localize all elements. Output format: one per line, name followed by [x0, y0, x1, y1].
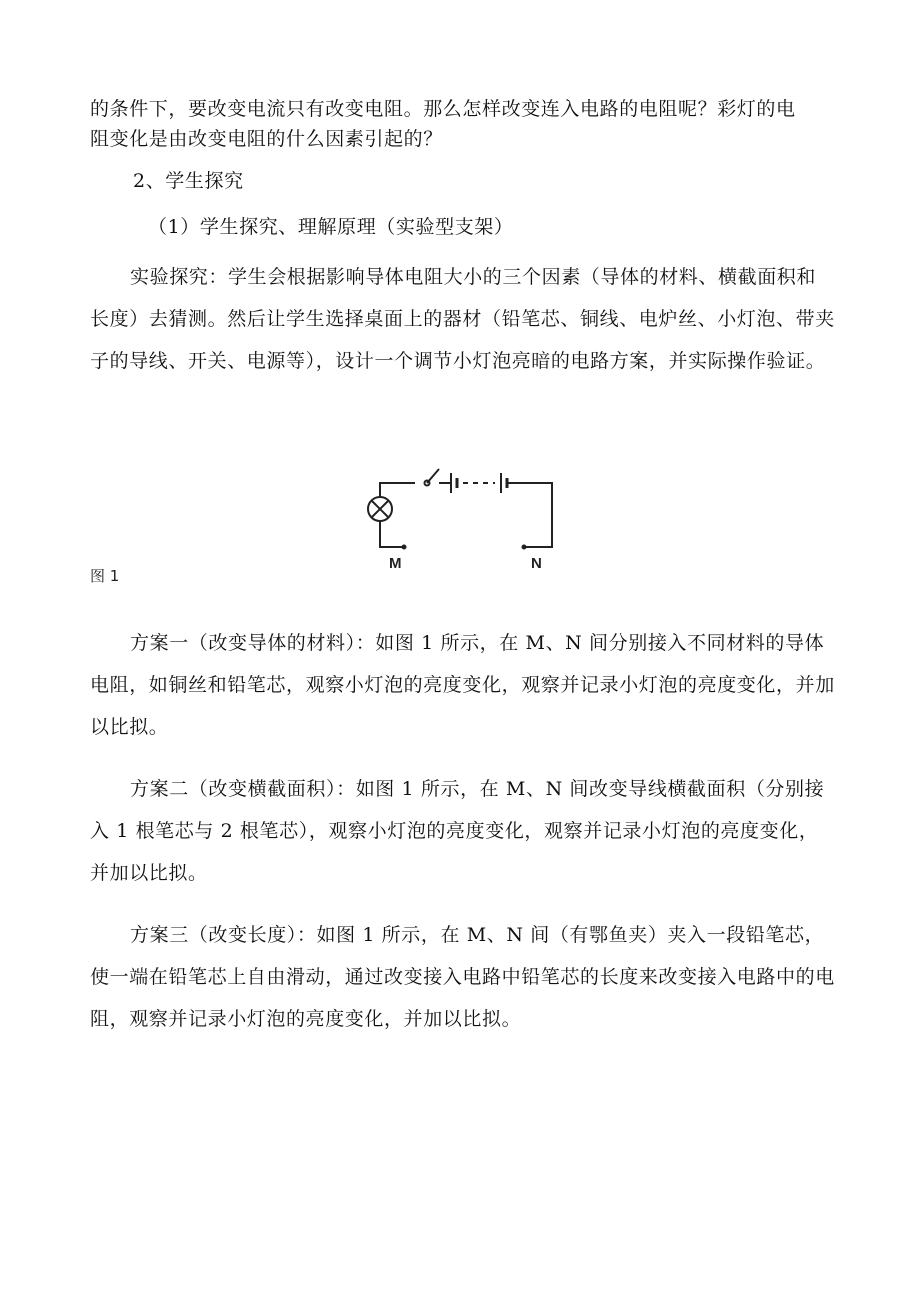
subsection-1-heading: （1）学生探究、理解原理（实验型支架）: [148, 216, 514, 238]
intro-line-2: 阻变化是由改变电阻的什么因素引起的？: [90, 128, 443, 150]
section-2-heading: 2、学生探究: [133, 170, 244, 192]
label-m: M: [389, 555, 402, 572]
switch-blade: [427, 469, 439, 483]
plan-1-paragraph: 方案一（改变导体的材料）：如图 1 所示，在 M、N 间分别接入不同材料的导体电阻，如铜丝和铅笔芯，观察小灯泡的亮度变化，观察并记录小灯泡的亮度变化，并加以比拟。: [90, 632, 835, 738]
terminal-m: [402, 545, 407, 550]
circuit-diagram-svg: [355, 465, 565, 575]
experiment-paragraph: 实验探究：学生会根据影响导体电阻大小的三个因素（导体的材料、横截面积和长度）去猜测。然后让学生选择桌面上的器材（铅笔芯、铜线、电炉丝、小灯泡、带夹子的导线、开关、电源等），设计一个调节小灯泡亮暗的电路方案，并实际操作验证。: [90, 266, 835, 372]
plan-2-paragraph: 方案二（改变横截面积）：如图 1 所示，在 M、N 间改变导线横截面积（分别接入 1 根笔芯与 2 根笔芯），观察小灯泡的亮度变化，观察并记录小灯泡的亮度变化，并加以比拟。: [90, 778, 825, 884]
wire-top-left: [380, 483, 415, 497]
label-n: N: [531, 555, 542, 572]
terminal-n: [522, 545, 527, 550]
circuit-diagram: [355, 465, 565, 575]
plan-3-paragraph: 方案三（改变长度）：如图 1 所示，在 M、N 间（有鄂鱼夹）夹入一段铅笔芯，使一端在铅笔芯上自由滑动，通过改变接入电路中铅笔芯的长度来改变接入电路中的电阻，观察并记录小灯泡的亮度变化，并加以比拟。: [90, 924, 835, 1030]
wire-right: [507, 483, 552, 547]
intro-line-1: 的条件下，要改变电流只有改变电阻。那么怎样改变连入电路的电阻呢？彩灯的电: [90, 98, 796, 120]
wire-bottom-left: [380, 521, 403, 547]
figure-caption: 图 1: [90, 567, 120, 585]
bulb-cross: [372, 501, 388, 517]
